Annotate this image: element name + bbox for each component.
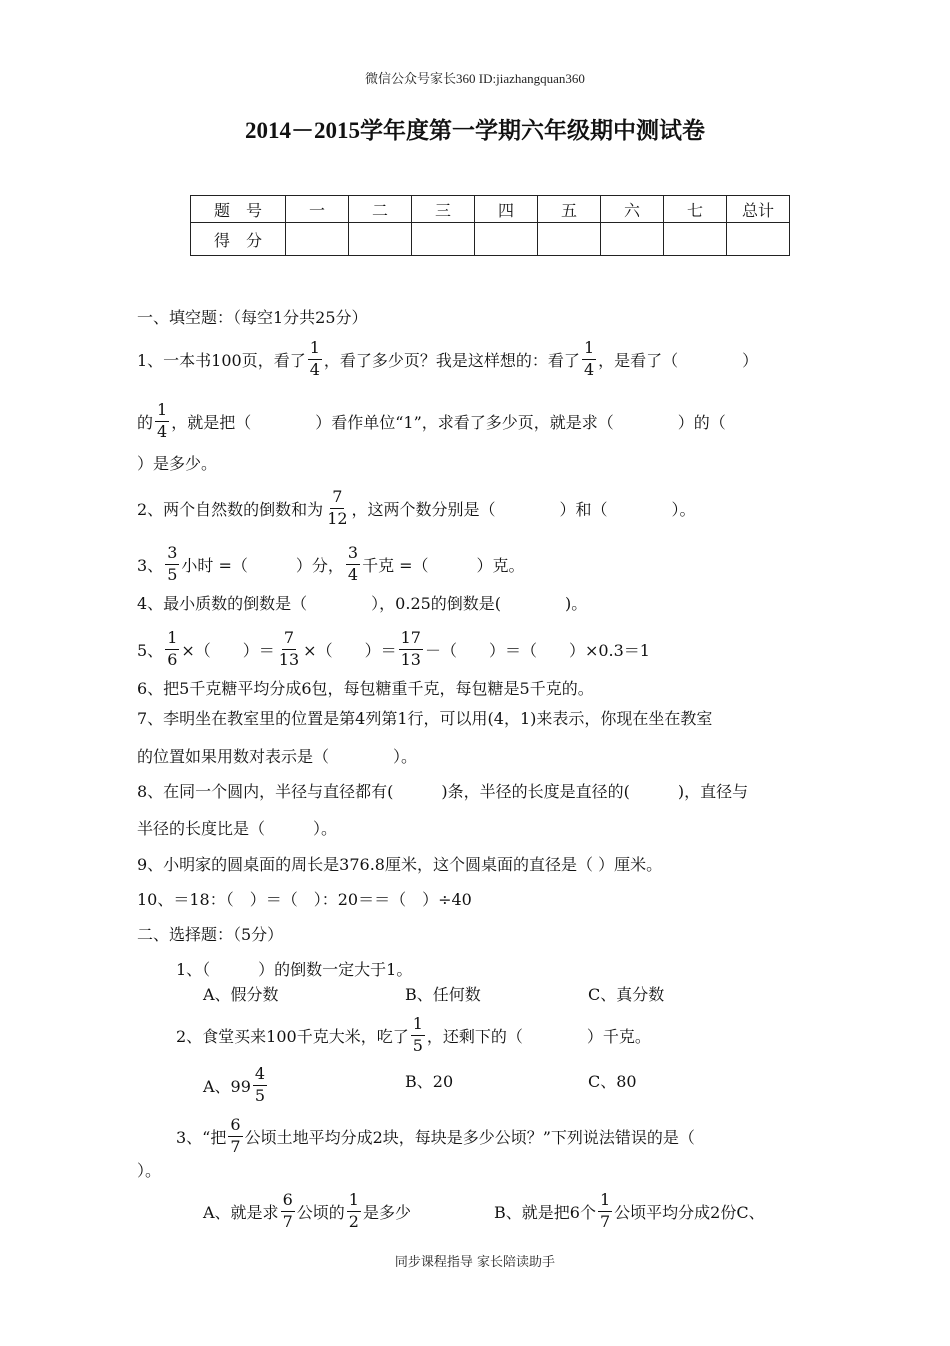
section2-heading: 二、选择题：（5分）: [137, 925, 284, 944]
denominator: 6: [167, 649, 178, 669]
score-cell[interactable]: [538, 223, 601, 256]
c3-stem-b: 公顷土地平均分成2块，每块是多少公顷？”下列说法错误的是（: [244, 1127, 695, 1147]
numerator: 3: [165, 545, 179, 565]
denominator: 4: [347, 564, 359, 584]
choice-1-option-a: A、假分数: [203, 985, 279, 1004]
score-cell[interactable]: [349, 223, 412, 256]
score-header-cell: 五: [538, 196, 601, 223]
numerator: 1: [347, 1192, 361, 1212]
fraction: [399, 630, 423, 669]
denominator: 5: [254, 1085, 266, 1105]
denominator: 7: [599, 1211, 611, 1231]
score-table-header-row: [191, 196, 790, 223]
question-1-line2: [137, 400, 726, 441]
numerator: 1: [165, 630, 179, 650]
question-4: 4、最小质数的倒数是（ ），0.25的倒数是( )。: [137, 594, 588, 613]
q5-text-e: －（ ）＝（ ）×0.3＝1: [424, 640, 650, 660]
q3-text-c: 千克 =（ ）克。: [362, 555, 525, 575]
score-table: [190, 195, 790, 256]
fraction-one-quarter: [308, 340, 322, 379]
q3-text-b: 小时 =（ ）分，: [181, 555, 344, 575]
q5-text-c: ×（ ）＝: [303, 640, 397, 660]
q1-text-b: ，看了多少页？我是这样想的：看了: [323, 350, 580, 370]
score-cell[interactable]: [286, 223, 349, 256]
numerator: 6: [281, 1192, 295, 1212]
option-text: A、99: [203, 1077, 251, 1097]
choice-question-2: [176, 1014, 651, 1055]
c2-stem-a: 2、食堂买来100千克大米，吃了: [176, 1026, 409, 1046]
score-cell[interactable]: [664, 223, 727, 256]
choice-3-option-b: [494, 1190, 765, 1233]
question-7-line1: 7、李明坐在教室里的位置是第4列第1行，可以用(4，1)来表示，你现在坐在教室: [137, 709, 713, 728]
fraction: [347, 1192, 361, 1231]
fraction: [346, 545, 360, 584]
fraction: [325, 489, 349, 528]
numerator: 1: [598, 1192, 612, 1212]
q1-text-d: 的: [137, 412, 154, 432]
q5-text-b: ×（ ）＝: [181, 640, 275, 660]
choice-2-option-b: B、20: [405, 1072, 454, 1091]
score-header-cell: 三: [412, 196, 475, 223]
score-cell[interactable]: [412, 223, 475, 256]
numerator: 6: [228, 1117, 242, 1137]
page-title: 2014－2015学年度第一学期六年级期中测试卷: [245, 118, 705, 143]
q2-text-a: 2、两个自然数的倒数和为: [137, 499, 324, 519]
question-1-line3: ）是多少。: [137, 454, 218, 473]
score-table-score-row: [191, 223, 790, 256]
score-header-cell: 题 号: [191, 196, 286, 223]
numerator: 3: [346, 545, 360, 565]
score-header-cell: 四: [475, 196, 538, 223]
question-6: 6、把5千克糖平均分成6包，每包糖重千克，每包糖是5千克的。: [137, 679, 594, 698]
choice-1-option-b: B、任何数: [405, 985, 481, 1004]
score-header-cell: 一: [286, 196, 349, 223]
fraction: [598, 1192, 612, 1231]
score-cell[interactable]: [601, 223, 664, 256]
denominator: 4: [157, 421, 168, 441]
question-8-line2: 半径的长度比是（ ）。: [137, 819, 338, 838]
fraction-one-quarter: [582, 340, 596, 379]
denominator: 2: [348, 1211, 359, 1231]
option-text: 是多少: [362, 1202, 411, 1222]
q1-text-e: ，就是把（ ）看作单位“1”，求看了多少页，就是求（ ）的（: [171, 412, 726, 432]
option-text: 公顷的: [296, 1202, 345, 1222]
fraction-one-quarter: [155, 402, 169, 441]
score-header-cell: 七: [664, 196, 727, 223]
question-9: 9、小明家的圆桌面的周长是376.8厘米，这个圆桌面的直径是（ ）厘米。: [137, 855, 663, 874]
denominator: 4: [309, 359, 320, 379]
choice-question-3-line1: [176, 1115, 695, 1156]
denominator: 4: [583, 359, 595, 379]
denominator: 13: [278, 649, 300, 669]
denominator: 5: [412, 1035, 423, 1055]
choice-question-3-line2: ）。: [137, 1161, 162, 1180]
score-header-cell: 六: [601, 196, 664, 223]
numerator: 17: [399, 630, 423, 650]
fraction: [165, 630, 179, 669]
choice-3-option-a: [203, 1190, 411, 1233]
numerator: 4: [253, 1066, 267, 1086]
choice-1-option-c: C、真分数: [588, 985, 665, 1004]
fraction: [228, 1117, 242, 1156]
question-5: [137, 628, 650, 669]
denominator: 7: [282, 1211, 293, 1231]
fraction: [281, 1192, 295, 1231]
question-1-line1: [137, 338, 759, 379]
denominator: 5: [167, 564, 178, 584]
option-text: A、就是求: [203, 1202, 279, 1222]
option-text: 公顷平均分成2份C、: [614, 1202, 765, 1222]
numerator: 1: [582, 340, 596, 360]
question-2: [137, 487, 696, 528]
fraction: [253, 1066, 267, 1105]
q1-text-a: 1、一本书100页，看了: [137, 350, 306, 370]
question-10: 10、＝18：（ ）＝（ ）：20＝＝（ ）÷40: [137, 890, 472, 909]
c2-stem-b: ，还剩下的（ ）千克。: [426, 1026, 651, 1046]
denominator: 7: [230, 1136, 241, 1156]
question-3: [137, 543, 525, 584]
option-text: B、就是把6个: [494, 1202, 596, 1222]
denominator: 12: [327, 508, 348, 528]
numerator: 7: [330, 489, 344, 509]
denominator: 13: [400, 649, 421, 669]
q1-text-c: ，是看了（ ）: [598, 350, 759, 370]
fraction: [165, 545, 179, 584]
choice-2-option-a: [203, 1064, 269, 1107]
score-label-cell: 得 分: [191, 223, 286, 256]
q5-text-a: 5、: [137, 640, 164, 660]
c3-stem-a: 3、“把: [176, 1127, 227, 1147]
fraction: [411, 1016, 425, 1055]
choice-question-1: 1、（ ）的倒数一定大于1。: [176, 960, 413, 979]
score-header-cell: 总计: [727, 196, 790, 223]
q2-text-b: ，这两个数分别是（ ）和（ ）。: [351, 499, 696, 519]
numerator: 7: [282, 630, 296, 650]
choice-2-option-c: C、80: [588, 1072, 637, 1091]
score-cell[interactable]: [727, 223, 790, 256]
section1-heading: 一、填空题：（每空1分共25分）: [137, 308, 368, 327]
numerator: 1: [411, 1016, 425, 1036]
page-footer: 同步课程指导 家长陪读助手: [394, 1255, 556, 1270]
fraction: [277, 630, 301, 669]
score-header-cell: 二: [349, 196, 412, 223]
score-cell[interactable]: [475, 223, 538, 256]
q3-text-a: 3、: [137, 555, 164, 575]
page-header: 微信公众号家长360 ID:jiazhangquan360: [365, 71, 585, 86]
question-7-line2: 的位置如果用数对表示是（ ）。: [137, 747, 418, 766]
numerator: 1: [155, 402, 169, 422]
numerator: 1: [308, 340, 322, 360]
question-8-line1: 8、在同一个圆内，半径与直径都有( )条，半径的长度是直径的( )，直径与: [137, 782, 749, 801]
